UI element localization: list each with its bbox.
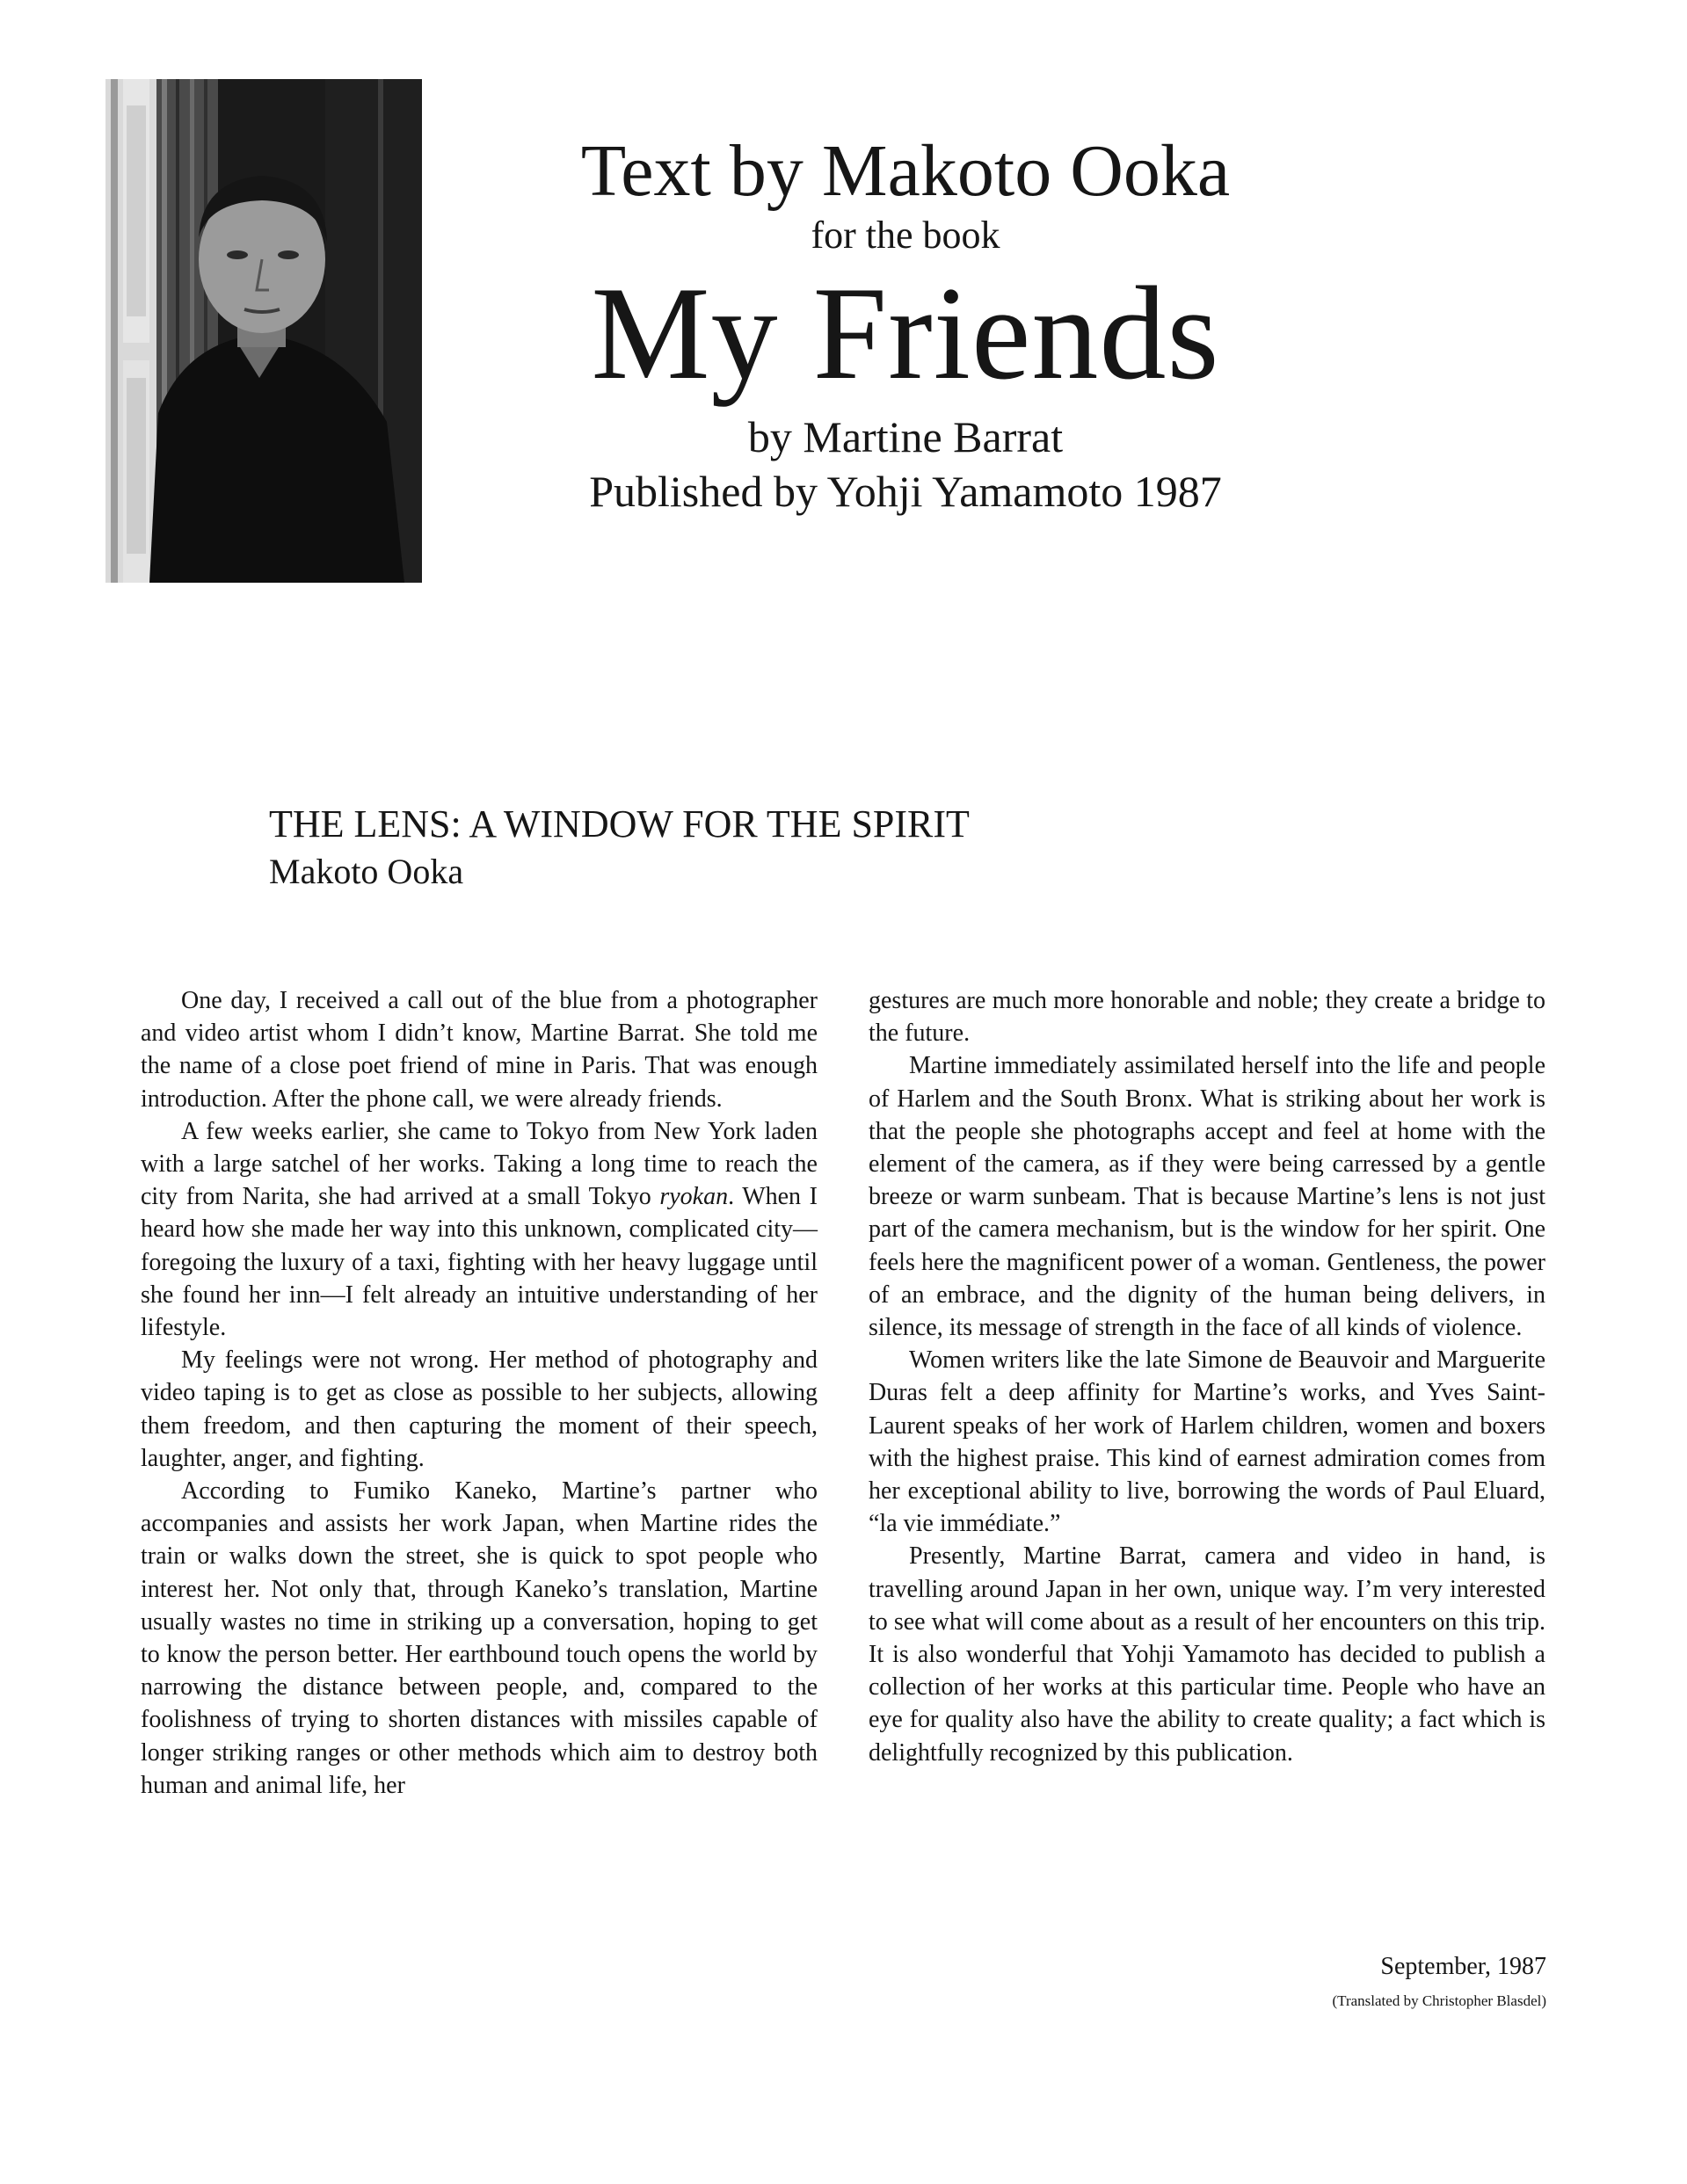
- paragraph-continued: gestures are much more honorable and noble; they create a bridge to the future.: [869, 987, 1545, 1048]
- header-by-author: by Martine Barrat: [747, 412, 1064, 461]
- paragraph: One day, I received a call out of the blue from a photographer and video artist whom I didn’t know, Martine Barrat. She told me the name of a close poet friend of mine in Paris. That was enough introduction. After the phone call, we were already friends.: [141, 987, 818, 1113]
- text-column-right: [869, 984, 1545, 1769]
- article-title: THE LENS: A WINDOW FOR THE SPIRIT: [269, 802, 970, 845]
- paragraph: My feelings were not wrong. Her method of photography and video taping is to get as close as possible to her subjects, allowing them freedom, and then capturing the moment of their speech, laughter, anger, and fighting.: [141, 1346, 818, 1472]
- book-header: [492, 132, 1319, 519]
- paragraph: Martine immediately assimilated herself into the life and people of Harlem and the South Bronx. What is striking about her work is that the people she photographs accept and feel at home with the element of the camera, as if they were being carressed by a gentle breeze or warm sunbeam. That is because Martine’s lens is not just part of the camera mechanism, but is the window for her spirit. One feels here the magnificent power of a woman. Gentleness, the power of an embrace, and the dignity of the human being delivers, in silence, its message of strength in the face of all kinds of violence.: [869, 1052, 1545, 1342]
- paragraph: Presently, Martine Barrat, camera and video in hand, is travelling around Japan in her own, unique way. I’m very interested to see what will come about as a result of her encounters on this trip. It is also wonderful that Yohji Yamamoto has decided to publish a collection of her works at this particular time. People who have an eye for quality also have the ability to create quality; a fact which is delightfully recognized by this publication.: [869, 1542, 1545, 1767]
- paragraph-italic-word: ryokan: [659, 1183, 729, 1211]
- article-date: September, 1987: [1380, 1953, 1546, 1980]
- book-title: My Friends: [591, 259, 1220, 407]
- header-text-by: Text by Makoto Ooka: [580, 130, 1231, 212]
- translator-credit: (Translated by Christopher Blasdel): [1332, 1992, 1546, 2009]
- paragraph: Women writers like the late Simone de Beauvoir and Marguerite Duras felt a deep affinity for Martine’s works, and Yves Saint-Laurent speaks of her work of Harlem children, women and boxers with the highest praise. This kind of earnest admiration comes from her exceptional ability to live, borrowing the words of Paul Eluard, “la vie immédiate.”: [869, 1346, 1545, 1538]
- text-column-left: [141, 984, 818, 1802]
- article-author: Makoto Ooka: [269, 852, 464, 891]
- header-for-the-book: for the book: [811, 214, 1000, 257]
- paragraph: According to Fumiko Kaneko, Martine’s partner who accompanies and assists her work Japan, when Martine rides the train or walks down the street, she is quick to spot people who interest her. Not only that, through Kaneko’s translation, Martine usually wastes no time in striking up a conversation, hoping to get to know the person better. Her earthbound touch opens the world by narrowing the distance between people, and, compared to the foolishness of trying to shorten distances with missiles capable of longer striking ranges or other methods which aim to destroy both human and animal life, her: [141, 1477, 818, 1799]
- paragraph-text: . When I heard how she made her way into this unknown, complicated city—foregoing the luxury of a taxi, fighting with her heavy luggage until she found her inn—I felt already an intuitive understanding of her lifestyle.: [141, 1183, 818, 1342]
- paragraph-text: A few weeks earlier, she came to Tokyo from New York laden with a large satchel of her works. Taking a long time to reach the city from Narita, she had arrived at a small Tokyo: [141, 1117, 818, 1211]
- author-portrait-photo: [105, 79, 422, 583]
- paragraph: [141, 1115, 818, 1344]
- header-publisher: Published by Yohji Yamamoto 1987: [589, 467, 1222, 516]
